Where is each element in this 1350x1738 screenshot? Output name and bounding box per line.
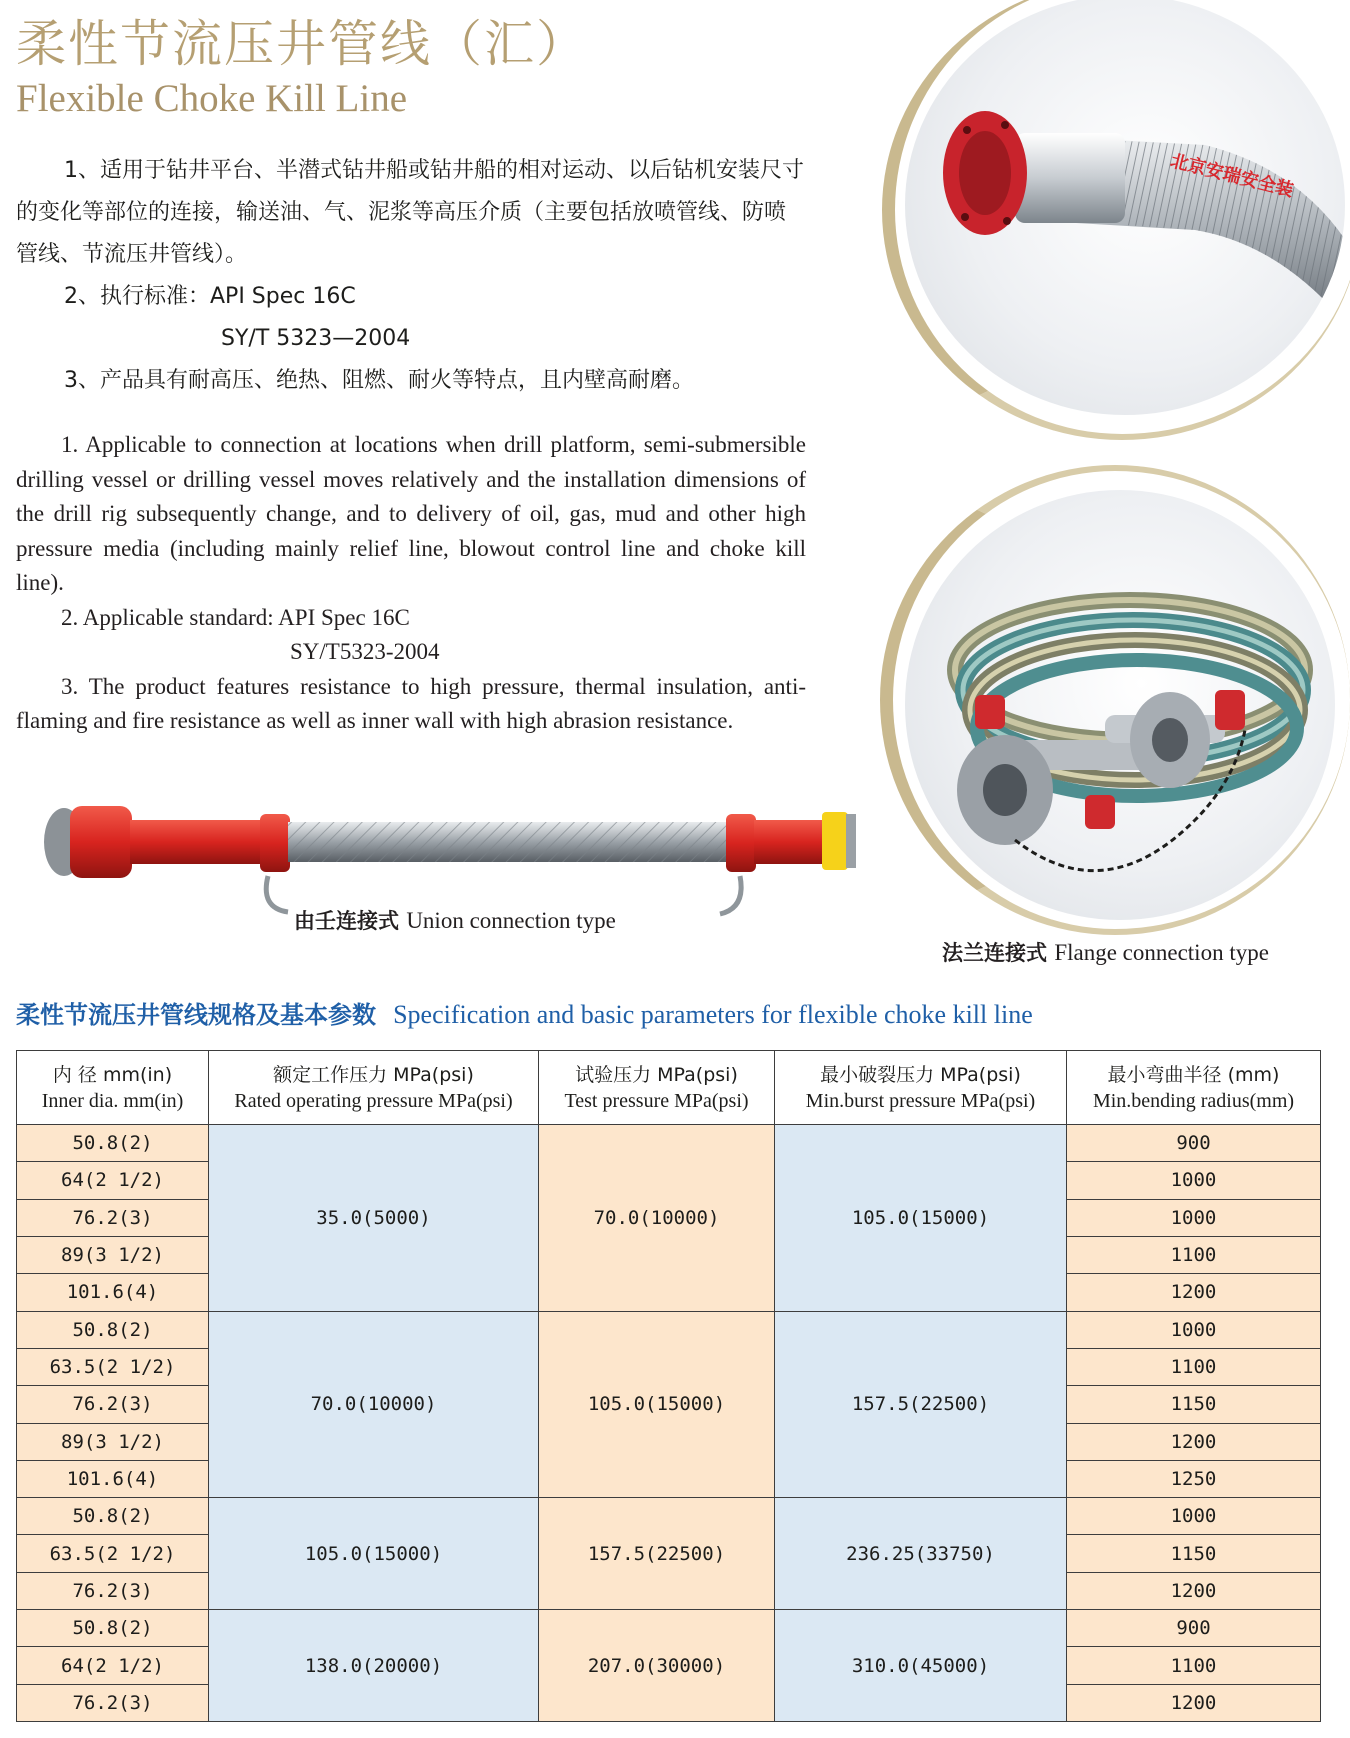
header-en: Min.bending radius(mm) [1092, 1089, 1295, 1112]
intro-cn-p3: 3、产品具有耐高压、绝热、阻燃、耐火等特点，且内壁高耐磨。 [64, 368, 694, 393]
union-caption-en: Union connection type [406, 908, 616, 933]
header-burst-pressure [775, 1051, 1067, 1125]
header-en: Test pressure MPa(psi) [564, 1089, 749, 1112]
cell-test-pressure: 207.0(30000) [539, 1610, 775, 1722]
header-bending-radius [1067, 1051, 1321, 1125]
hose-closeup-photo [905, 0, 1345, 415]
cell-inner-dia: 76.2(3) [17, 1572, 209, 1609]
intro-cn-p2: 2、执行标准：API Spec 16C [64, 284, 356, 309]
table-row [17, 1610, 1321, 1647]
header-cn: 最小弯曲半径 (mm) [1107, 1063, 1280, 1086]
intro-en-p2-line2: SY/T5323-2004 [290, 639, 440, 664]
table-row [17, 1498, 1321, 1535]
spec-title-cn: 柔性节流压井管线规格及基本参数 [16, 1001, 376, 1029]
header-test-pressure [539, 1051, 775, 1125]
cell-bending-radius: 1150 [1067, 1535, 1321, 1572]
cell-bending-radius: 1200 [1067, 1423, 1321, 1460]
header-cn: 额定工作压力 MPa(psi) [273, 1063, 474, 1086]
cell-inner-dia: 50.8(2) [17, 1311, 209, 1348]
cell-bending-radius: 1200 [1067, 1572, 1321, 1609]
flange-caption-cn: 法兰连接式 [942, 941, 1047, 965]
cell-rated-pressure: 35.0(5000) [209, 1125, 539, 1312]
hose-closeup-illustration [905, 0, 1345, 415]
page-title-cn: 柔性节流压井管线（汇） [16, 15, 588, 73]
cell-bending-radius: 900 [1067, 1610, 1321, 1647]
table-row [17, 1311, 1321, 1348]
cell-inner-dia: 76.2(3) [17, 1386, 209, 1423]
header-rated-pressure [209, 1051, 539, 1125]
header-inner-dia [17, 1051, 209, 1125]
cell-inner-dia: 64(2 1/2) [17, 1162, 209, 1199]
cell-inner-dia: 50.8(2) [17, 1498, 209, 1535]
cell-inner-dia: 64(2 1/2) [17, 1647, 209, 1684]
intro-cn-p1: 1、适用于钻井平台、半潜式钻井船或钻井船的相对运动、以后钻机安装尺寸的变化等部位的连接，输送油、气、泥浆等高压介质（主要包括放喷管线、防喷管线、节流压井管线）。 [16, 158, 804, 267]
spec-header-row [17, 1051, 1321, 1125]
cell-inner-dia: 101.6(4) [17, 1460, 209, 1497]
flange-caption-en: Flange connection type [1054, 940, 1269, 965]
cell-inner-dia: 63.5(2 1/2) [17, 1348, 209, 1385]
cell-rated-pressure: 138.0(20000) [209, 1610, 539, 1722]
spec-section-title [16, 995, 1033, 1030]
intro-cn [16, 150, 806, 402]
spec-table [16, 1050, 1321, 1722]
cell-bending-radius: 1100 [1067, 1236, 1321, 1273]
coiled-hose-illustration [905, 490, 1335, 920]
union-caption [294, 905, 616, 935]
cell-rated-pressure: 105.0(15000) [209, 1498, 539, 1610]
cell-burst-pressure: 157.5(22500) [775, 1311, 1067, 1498]
cell-burst-pressure: 236.25(33750) [775, 1498, 1067, 1610]
cell-bending-radius: 1000 [1067, 1162, 1321, 1199]
cell-bending-radius: 1200 [1067, 1684, 1321, 1721]
coiled-hose-photo [905, 490, 1335, 920]
intro-en-p2: 2. Applicable standard: API Spec 16C [61, 604, 410, 630]
cell-test-pressure: 105.0(15000) [539, 1311, 775, 1498]
cell-rated-pressure: 70.0(10000) [209, 1311, 539, 1498]
page-title-en: Flexible Choke Kill Line [16, 77, 408, 120]
intro-en-p3: 3. The product features resistance to high pressure, thermal insulation, anti-flaming and fire resistance as well as inner wall with high abrasion resistance. [16, 673, 806, 733]
header-cn: 内 径 mm(in) [52, 1063, 173, 1086]
intro-en-p1: 1. Applicable to connection at locations when drill platform, semi-submersible drilling vessel or drilling vessel moves relatively and the installation dimensions of the drill rig subsequently change, and to delivery of oil, gas, mud and other high pressure media (including mainly relief line, blowout control line and choke kill line). [16, 432, 806, 595]
cell-inner-dia: 50.8(2) [17, 1610, 209, 1647]
header-cn: 试验压力 MPa(psi) [575, 1063, 738, 1086]
header-cn: 最小破裂压力 MPa(psi) [820, 1063, 1021, 1086]
intro-cn-p2-line2: SY/T 5323—2004 [221, 326, 411, 351]
union-caption-cn: 由壬连接式 [294, 909, 399, 933]
cell-test-pressure: 157.5(22500) [539, 1498, 775, 1610]
flange-caption [942, 937, 1269, 967]
cell-inner-dia: 50.8(2) [17, 1125, 209, 1162]
cell-bending-radius: 1100 [1067, 1348, 1321, 1385]
spec-title-en: Specification and basic parameters for flexible choke kill line [393, 1000, 1033, 1029]
cell-burst-pressure: 105.0(15000) [775, 1125, 1067, 1312]
cell-inner-dia: 76.2(3) [17, 1199, 209, 1236]
header-en: Rated operating pressure MPa(psi) [234, 1089, 513, 1112]
cell-inner-dia: 76.2(3) [17, 1684, 209, 1721]
cell-bending-radius: 1000 [1067, 1311, 1321, 1348]
cell-test-pressure: 70.0(10000) [539, 1125, 775, 1312]
intro-en [16, 428, 806, 739]
cell-bending-radius: 1250 [1067, 1460, 1321, 1497]
cell-bending-radius: 1200 [1067, 1274, 1321, 1311]
table-row [17, 1125, 1321, 1162]
header-en: Min.burst pressure MPa(psi) [805, 1089, 1036, 1112]
cell-bending-radius: 1000 [1067, 1498, 1321, 1535]
cell-bending-radius: 900 [1067, 1125, 1321, 1162]
cell-bending-radius: 1100 [1067, 1647, 1321, 1684]
cell-inner-dia: 101.6(4) [17, 1274, 209, 1311]
cell-bending-radius: 1000 [1067, 1199, 1321, 1236]
hose-brand-label: 北京安瑞安全装 [1168, 150, 1296, 202]
cell-inner-dia: 63.5(2 1/2) [17, 1535, 209, 1572]
header-en: Inner dia. mm(in) [41, 1089, 184, 1112]
cell-bending-radius: 1150 [1067, 1386, 1321, 1423]
cell-inner-dia: 89(3 1/2) [17, 1423, 209, 1460]
cell-inner-dia: 89(3 1/2) [17, 1236, 209, 1273]
cell-burst-pressure: 310.0(45000) [775, 1610, 1067, 1722]
